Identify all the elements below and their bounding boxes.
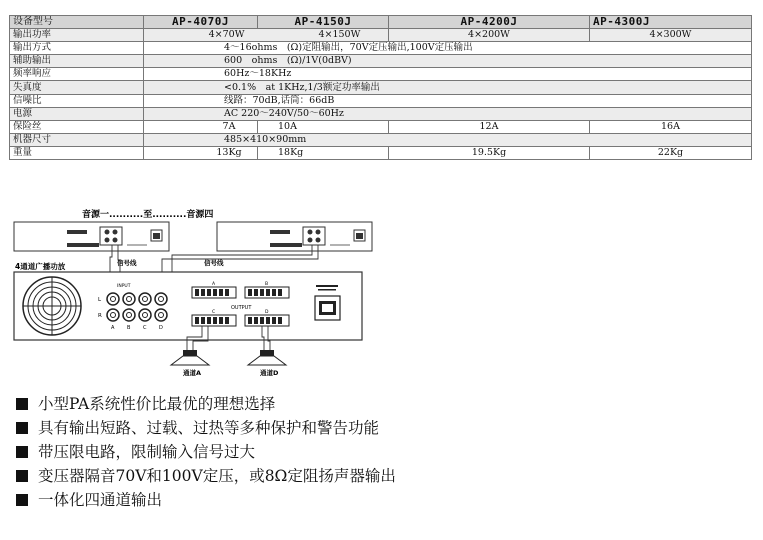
- model-ap4300j: AP-4300J: [590, 16, 752, 29]
- output-letter-d: D: [265, 310, 269, 315]
- power-4200: 4×200W: [389, 29, 590, 42]
- input-row-l-label: L: [98, 297, 102, 303]
- channel-letter-c: C: [143, 325, 147, 331]
- square-bullet-icon: [16, 398, 28, 410]
- fuse-4300: 16A: [590, 120, 752, 133]
- table-row: [10, 42, 752, 55]
- dimensions-value: 485×410×90mm: [144, 133, 752, 146]
- model-ap4070j: AP-4070J: [144, 16, 258, 29]
- row-label: 重量: [10, 146, 144, 159]
- power-4070-value: 4×70W: [208, 29, 245, 41]
- weight-4070: 13Kg: [144, 146, 258, 159]
- row-label: 输出功率: [10, 29, 144, 42]
- output-letter-a: A: [212, 282, 216, 287]
- input-label: INPUT: [117, 284, 131, 289]
- table-row: [10, 146, 752, 159]
- output-letter-c: C: [212, 310, 216, 315]
- connection-diagram: [12, 205, 432, 380]
- cooling-fan-icon: [23, 277, 81, 335]
- table-row: [10, 29, 752, 42]
- model-ap4150j: AP-4150J: [258, 16, 389, 29]
- signal-line-label-2: 信号线: [204, 259, 224, 267]
- feature-text: 变压器隔音70V和100V定压，或8Ω定阻扬声器输出: [38, 467, 396, 485]
- list-item: [16, 464, 396, 488]
- audio-source-device-1: [14, 222, 169, 251]
- distortion-value: <0.1% at 1KHz,1/3额定功率输出: [144, 81, 752, 94]
- speaker-d-icon: [248, 350, 286, 365]
- feature-text: 小型PA系统性价比最优的理想选择: [38, 395, 276, 413]
- audio-source-device-4: [217, 222, 372, 251]
- output-letter-b: B: [265, 282, 269, 287]
- fuse-4150: 10A: [258, 120, 389, 133]
- fuse-4070: 7A: [144, 120, 258, 133]
- weight-4150: 18Kg: [258, 146, 389, 159]
- table-row: [10, 133, 752, 146]
- list-item: [16, 488, 396, 512]
- amplifier-label: 4通道广播功放: [15, 262, 66, 271]
- weight-4300: 22Kg: [590, 146, 752, 159]
- list-item: [16, 416, 396, 440]
- feature-text: 具有输出短路、过载、过热等多种保护和警告功能: [38, 419, 380, 437]
- channel-letter-b: B: [127, 325, 131, 331]
- table-row: [10, 81, 752, 94]
- square-bullet-icon: [16, 470, 28, 482]
- channel-letter-d: D: [159, 325, 163, 331]
- table-row: [10, 94, 752, 107]
- row-label: 辅助输出: [10, 55, 144, 68]
- spec-table: [9, 15, 751, 187]
- square-bullet-icon: [16, 446, 28, 458]
- source-range-label: 音源一..........至..........音源四: [82, 210, 214, 220]
- header-label: 设备型号: [10, 16, 144, 29]
- power-4070: [144, 29, 389, 42]
- row-label: 信噪比: [10, 94, 144, 107]
- power-4150-value: 4×150W: [318, 29, 361, 41]
- aux-output-value: 600 ohms (Ω)/1V(0dBV): [144, 55, 752, 68]
- feature-list: [16, 392, 396, 512]
- input-row-r-label: R: [98, 313, 102, 319]
- model-ap4200j: AP-4200J: [389, 16, 590, 29]
- square-bullet-icon: [16, 422, 28, 434]
- table-row: [10, 107, 752, 120]
- weight-4200: 19.5Kg: [389, 146, 590, 159]
- row-label: 频率响应: [10, 68, 144, 81]
- speaker-a-label: 通道A: [183, 369, 202, 377]
- square-bullet-icon: [16, 494, 28, 506]
- output-mode-value: 4～16ohms (Ω)定阻输出，70V定压输出,100V定压输出: [144, 42, 752, 55]
- output-label: OUTPUT: [231, 305, 252, 311]
- signal-line-label-1: 信号线: [117, 259, 137, 267]
- row-label: 输出方式: [10, 42, 144, 55]
- channel-letter-a: A: [111, 325, 115, 331]
- table-row: [10, 55, 752, 68]
- frequency-response-value: 60Hz～18KHz: [144, 68, 752, 81]
- table-row: [10, 120, 752, 133]
- table-row: [10, 68, 752, 81]
- speaker-d-label: 通道D: [260, 369, 279, 377]
- speaker-a-icon: [171, 350, 209, 365]
- list-item: [16, 440, 396, 464]
- snr-value: 线路：70dB,话筒：66dB: [144, 94, 752, 107]
- feature-text: 一体化四通道输出: [38, 491, 163, 509]
- row-label: 电源: [10, 107, 144, 120]
- list-item: [16, 392, 396, 416]
- row-label: 失真度: [10, 81, 144, 94]
- power-4300: 4×300W: [590, 29, 752, 42]
- row-label: 机器尺寸: [10, 133, 144, 146]
- table-header-row: [10, 16, 752, 29]
- amplifier-rear-panel: [14, 272, 362, 340]
- feature-text: 带压限电路，限制输入信号过大: [38, 443, 256, 461]
- row-label: 保险丝: [10, 120, 144, 133]
- fuse-4200: 12A: [389, 120, 590, 133]
- power-supply-value: AC 220～240V/50～60Hz: [144, 107, 752, 120]
